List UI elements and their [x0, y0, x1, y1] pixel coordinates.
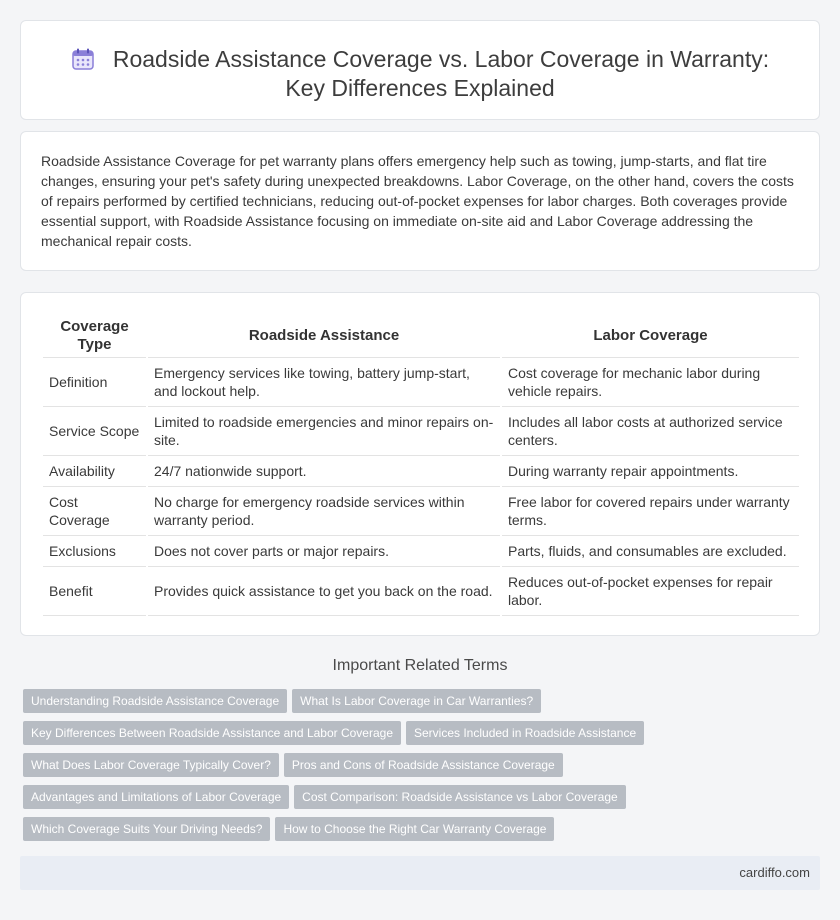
title-line-2: Key Differences Explained: [285, 75, 555, 101]
table-row: [43, 406, 799, 455]
row-label: Availability: [43, 455, 147, 486]
row-label: Definition: [43, 357, 147, 406]
related-term-chip[interactable]: Pros and Cons of Roadside Assistance Coverage: [284, 753, 563, 777]
header-coverage-type: Coverage Type: [43, 315, 147, 357]
title-line-1: Roadside Assistance Coverage vs. Labor Coverage in Warranty:: [112, 46, 770, 72]
table-header-row: [43, 315, 799, 357]
row-label: Exclusions: [43, 535, 147, 566]
table-row: [43, 357, 799, 406]
related-terms-list: [23, 689, 823, 849]
row-label: Benefit: [43, 566, 147, 615]
related-term-chip[interactable]: What Is Labor Coverage in Car Warranties?: [292, 689, 541, 713]
related-term-chip[interactable]: Key Differences Between Roadside Assistance and Labor Coverage: [23, 721, 401, 745]
labor-cell: Cost coverage for mechanic labor during vehicle repairs.: [501, 357, 799, 406]
footer: [20, 856, 820, 890]
table-row: [43, 566, 799, 615]
comparison-table: [43, 315, 799, 616]
roadside-cell: Emergency services like towing, battery jump-start, and lockout help.: [147, 357, 501, 406]
roadside-cell: No charge for emergency roadside services within warranty period.: [147, 486, 501, 535]
related-term-chip[interactable]: What Does Labor Coverage Typically Cover?: [23, 753, 279, 777]
related-term-chip[interactable]: How to Choose the Right Car Warranty Coverage: [275, 817, 554, 841]
labor-cell: Free labor for covered repairs under warranty terms.: [501, 486, 799, 535]
related-term-chip[interactable]: Cost Comparison: Roadside Assistance vs Labor Coverage: [294, 785, 626, 809]
roadside-cell: Provides quick assistance to get you back on the road.: [147, 566, 501, 615]
row-label: Service Scope: [43, 406, 147, 455]
footer-site-link[interactable]: cardiffo.com: [739, 865, 810, 880]
related-term-chip[interactable]: Which Coverage Suits Your Driving Needs?: [23, 817, 270, 841]
intro-paragraph: Roadside Assistance Coverage for pet warranty plans offers emergency help such as towing, jump-starts, and flat tire changes, ensuring your pet's safety during unexpected breakdowns. Labor Coverage, on the other hand, covers the costs of repairs performed by certified technicians, reducing out-of-pocket expenses for labor charges. Both coverages provide essential support, with Roadside Assistance focusing on immediate on-site aid and Labor Coverage addressing the mechanical repair costs.: [41, 153, 794, 249]
labor-cell: During warranty repair appointments.: [501, 455, 799, 486]
labor-cell: Parts, fluids, and consumables are excluded.: [501, 535, 799, 566]
table-row: [43, 535, 799, 566]
row-label: Cost Coverage: [43, 486, 147, 535]
intro-card: [20, 131, 820, 271]
labor-cell: Reduces out-of-pocket expenses for repair labor.: [501, 566, 799, 615]
header-roadside-assistance: Roadside Assistance: [147, 315, 501, 357]
page-title: [21, 45, 819, 103]
roadside-cell: 24/7 nationwide support.: [147, 455, 501, 486]
related-term-chip[interactable]: Understanding Roadside Assistance Coverage: [23, 689, 287, 713]
related-term-chip[interactable]: Advantages and Limitations of Labor Coverage: [23, 785, 289, 809]
labor-cell: Includes all labor costs at authorized service centers.: [501, 406, 799, 455]
related-term-chip[interactable]: Services Included in Roadside Assistance: [406, 721, 644, 745]
related-terms-title: Important Related Terms: [332, 657, 508, 674]
table-row: [43, 455, 799, 486]
header-card: [20, 20, 820, 120]
calendar-icon: [71, 48, 95, 70]
header-labor-coverage: Labor Coverage: [501, 315, 799, 357]
roadside-cell: Does not cover parts or major repairs.: [147, 535, 501, 566]
roadside-cell: Limited to roadside emergencies and minor repairs on-site.: [147, 406, 501, 455]
table-row: [43, 486, 799, 535]
comparison-card: [20, 292, 820, 636]
